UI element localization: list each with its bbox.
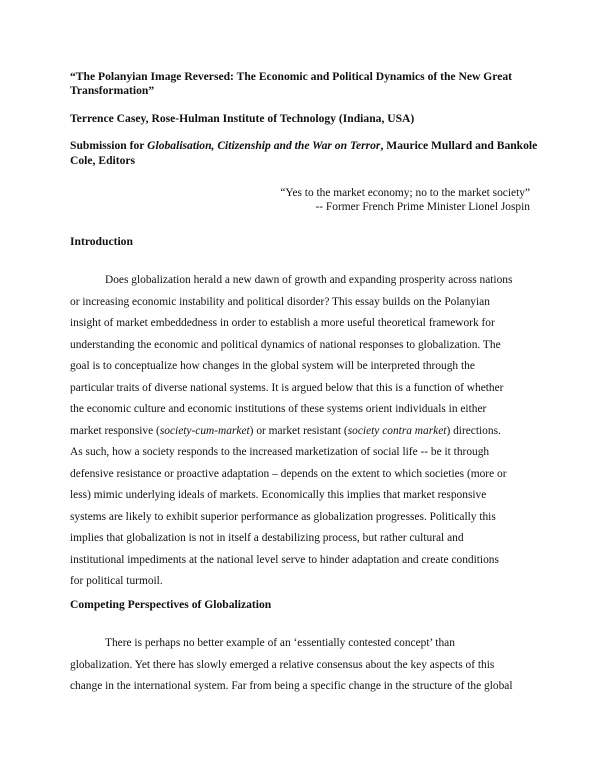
paragraph-line: or increasing economic instability and political disorder? This essay builds on the Polanyian — [70, 295, 490, 308]
paragraph-line: for political turmoil. — [70, 575, 163, 587]
paper-title: “The Polanyian Image Reversed: The Economic and Political Dynamics of the New Great Transformation” — [70, 70, 513, 97]
section-heading-introduction: Introduction — [70, 235, 133, 248]
line-text: market responsive ( — [70, 424, 160, 437]
competing-perspectives-paragraph — [70, 633, 532, 698]
section-heading-competing-perspectives: Competing Perspectives of Globalization — [70, 598, 272, 611]
paragraph-line: the economic culture and economic institutions of these systems orient individuals in either — [70, 403, 487, 415]
paragraph-line: systems are likely to exhibit superior performance as globalization progresses. Politically this — [70, 510, 496, 523]
epigraph-quote: “Yes to the market economy; no to the market society” — [280, 187, 530, 199]
line-text: ) directions. — [446, 424, 501, 437]
paragraph-line: change in the international system. Far from being a specific change in the structure of the global — [70, 680, 513, 692]
author-affiliation: Terrence Casey, Rose-Hulman Institute of Technology (Indiana, USA) — [70, 112, 415, 125]
paragraph-line: There is perhaps no better example of an ‘essentially contested concept’ than — [105, 637, 455, 649]
submission-editors: , Maurice Mullard and Bankole Cole, Editors — [70, 139, 538, 167]
italic-term: society contra market — [347, 424, 447, 437]
paragraph-line: less) mimic underlying ideals of markets. Economically this implies that market responsive — [70, 489, 487, 501]
epigraph — [60, 186, 530, 214]
paragraph-line: understanding the economic and political dynamics of national responses to globalization. The — [70, 338, 501, 351]
paragraph-line: Does globalization herald a new dawn of growth and expanding prosperity across nations — [105, 274, 513, 286]
paragraph-line: particular traits of diverse national systems. It is argued below that this is a function of whether — [70, 381, 504, 394]
paragraph-line: As such, how a society responds to the increased marketization of social life -- be it through — [70, 446, 490, 458]
line-text: ) or market resistant ( — [249, 424, 348, 437]
submission-note — [70, 138, 540, 168]
paragraph-line: institutional impediments at the national level serve to hinder adaptation and create conditions — [70, 553, 499, 566]
paragraph-line: globalization. Yet there has slowly emerged a relative consensus about the key aspects of this — [70, 658, 495, 671]
submission-prefix: Submission for — [70, 139, 148, 152]
paragraph-line: goal is to conceptualize how changes in the global system will be interpreted through the — [70, 360, 475, 372]
epigraph-attribution: -- Former French Prime Minister Lionel Jospin — [315, 201, 530, 213]
paragraph-line: defensive resistance or proactive adaptation – depends on the extent to which societies (more or — [70, 467, 507, 480]
paragraph-line: implies that globalization is not in itself a destabilizing process, but rather cultural and — [70, 532, 464, 544]
book-title: Globalisation, Citizenship and the War on Terror — [147, 139, 381, 152]
paragraph-line-with-italics — [70, 421, 532, 443]
introduction-paragraph — [70, 270, 532, 593]
paragraph-line: insight of market embeddedness in order to establish a more useful theoretical framework for — [70, 317, 495, 329]
italic-term: society-cum-market — [159, 424, 250, 437]
